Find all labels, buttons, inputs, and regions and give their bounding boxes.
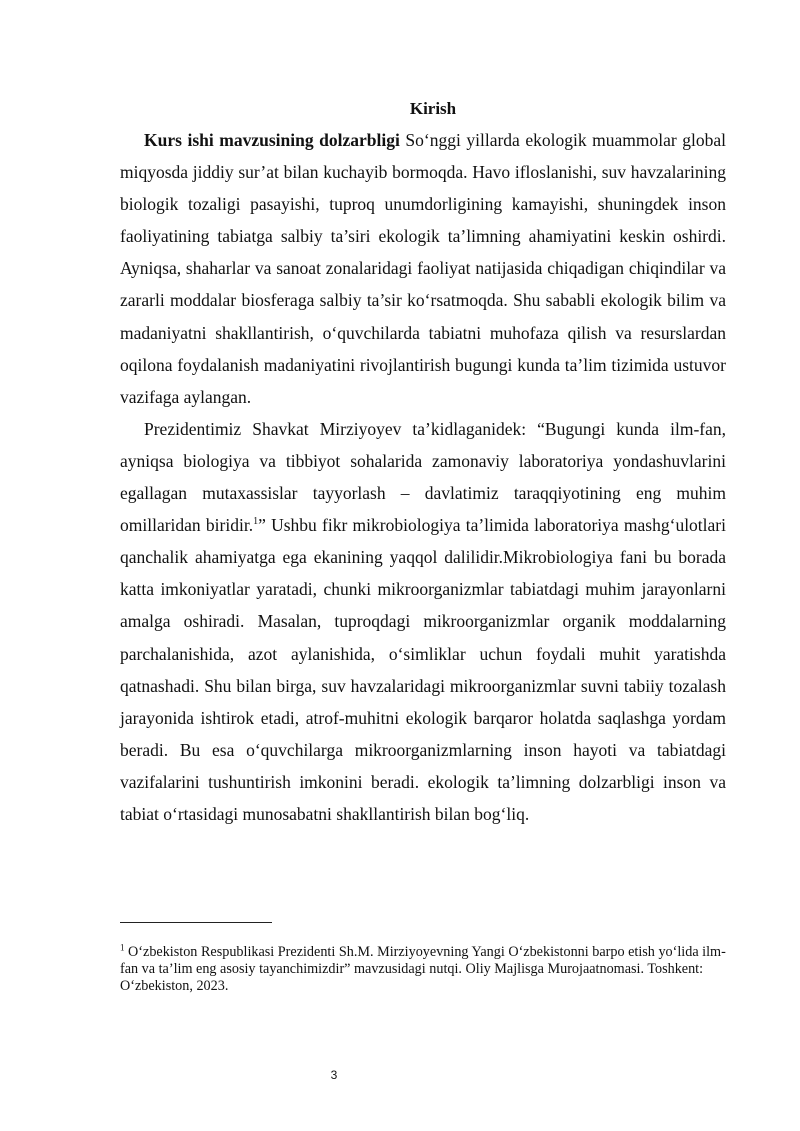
footnote-text: O‘zbekiston Respublikasi Prezidenti Sh.M. Mirziyoyevning Yangi O‘zbekistonni barpo etish yo‘lida ilm-fan va ta’lim eng asosiy tayanchimizdir” mavzusidagi nutqi. Oliy Majlisga Murojaatnomasi. Toshkent: O‘zbekiston, 2023.	[120, 944, 726, 994]
paragraph-lead: Kurs ishi mavzusining dolzarbligi	[144, 130, 400, 150]
footnote	[120, 944, 730, 995]
section-heading: Kirish	[409, 99, 457, 118]
footnote-reference[interactable]: 1	[253, 516, 259, 528]
page-number: 3	[330, 1068, 338, 1082]
paragraph-relevance	[120, 124, 726, 413]
body-text	[120, 124, 726, 830]
paragraph-president-quote	[120, 413, 726, 830]
footnote-mark: 1	[120, 942, 125, 953]
footnote-divider	[120, 922, 272, 923]
paragraph-text: So‘nggi yillarda ekologik muammolar global miqyosda jiddiy sur’at bilan kuchayib bormoqda. Havo ifloslanishi, suv havzalarining biologik tozaligi pasayishi, tuproq unumdorligining kamayishi, shuningdek inson faoliyatining tabiatga salbiy ta’siri ekologik ta’limning ahamiyatini keskin oshirdi. Ayniqsa, shaharlar va sanoat zonalaridagi faoliyat natijasida chiqadigan chiqindilar va zararli moddalar biosferaga salbiy ta’sir ko‘rsatmoqda. Shu sababli ekologik bilim va madaniyatni shakllantirish, o‘quvchilarda tabiatni muhofaza qilish va resurslardan oqilona foydalanish madaniyatini rivojlantirish bugungi kunda ta’lim tizimida ustuvor vazifaga aylangan.	[120, 130, 726, 407]
paragraph-text-after-ref: ” Ushbu fikr mikrobiologiya ta’limida laboratoriya mashg‘ulotlari qanchalik ahamiyatga ega ekanining yaqqol dalilidir.Mikrobiologiya fani bu borada katta imkoniyatlar yaratadi, chunki mikroorganizmlar tabiatdagi muhim jarayonlarni amalga oshiradi. Masalan, tuproqdagi mikroorganizmlar organik moddalarning parchalanishida, azot aylanishida, o‘simliklar uchun foydali muhit yaratishda qatnashadi. Shu bilan birga, suv havzalaridagi mikroorganizmlar suvni tabiiy tozalash jarayonida ishtirok etadi, atrof-muhitni ekologik barqaror holatda saqlashga yordam beradi. Bu esa o‘quvchilarga mikroorganizmlarning inson hayoti va tabiatdagi vazifalarini tushuntirish imkonini beradi. ekologik ta’limning dolzarbligi inson va tabiat o‘rtasidagi munosabatni shakllantirish bilan bog‘liq.	[120, 515, 726, 824]
paragraph-text-before-ref: Prezidentimiz Shavkat Mirziyoyev ta’kidlaganidek: “Bugungi kunda ilm-fan, ayniqsa biologiya va tibbiyot sohalarida zamonaviy laboratoriya yondashuvlarini egallagan mutaxassislar tayyorlash – davlatimiz taraqqiyotining eng muhim omillaridan biridir.	[120, 418, 726, 536]
